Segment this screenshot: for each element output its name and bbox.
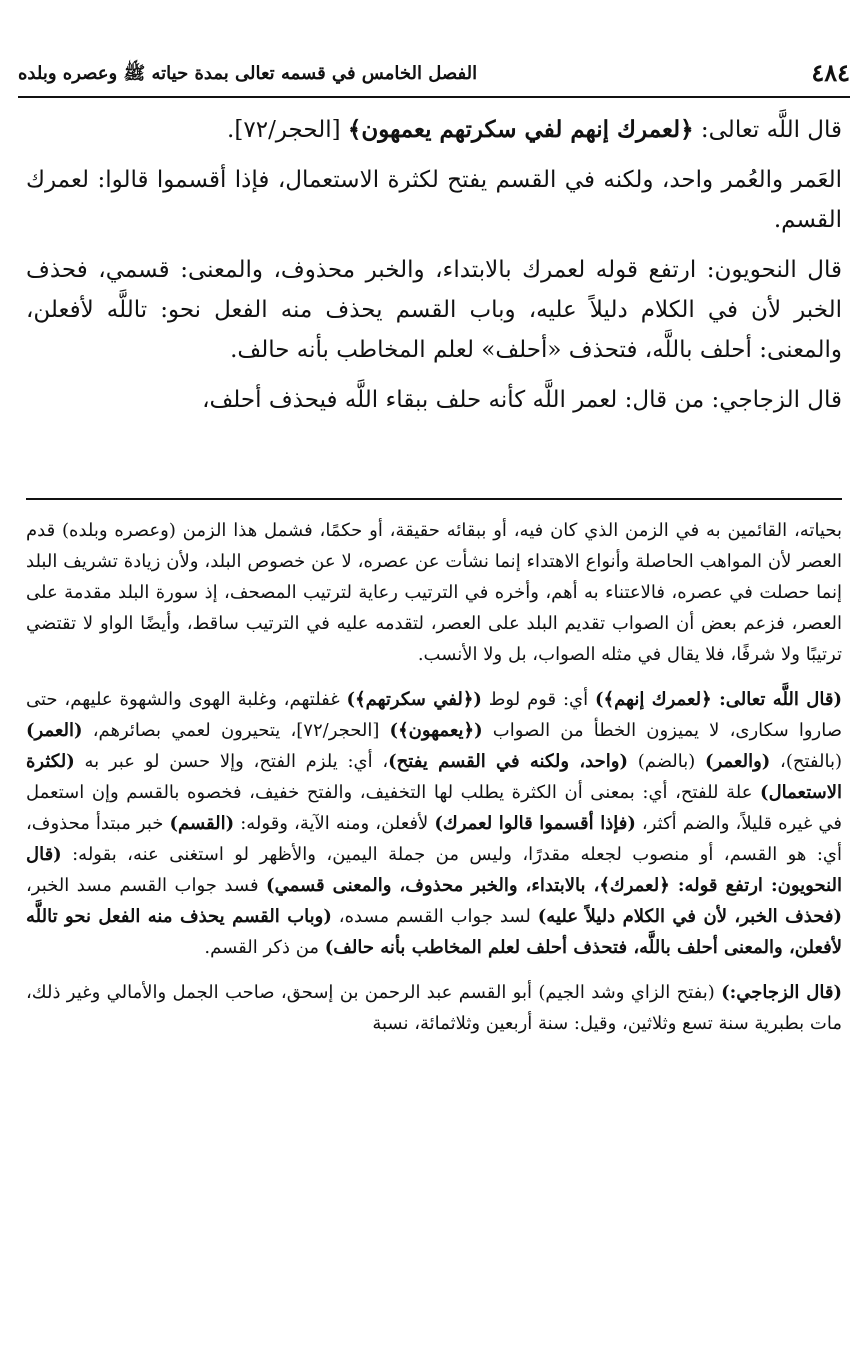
commentary-paragraph-2 [26,684,842,963]
main-paragraph-3: قال النحويون: ارتفع قوله لعمرك بالابتداء، والخبر محذوف، والمعنى: قسمي، فحذف الخبر لأن في الكلام دليلاً عليه، وباب القسم يحذف منه الفعل نحو: تاللَّه لأفعلن، والمعنى: أحلف باللَّه، فتحذف «أحلف» لعلم المخاطب بأنه حالف. [26,257,842,363]
commentary-text: لأفعلن، ومنه الآية، وقوله: [234,813,435,834]
commentary-bold: (وباب القسم يحذف منه الفعل نحو تاللَّه لأفعلن، والمعنى أحلف باللَّه، فتحذف أحلف لعلم المخاطب بأنه حالف) [26,906,842,958]
commentary-text: علة للفتح، أي: بمعنى أن الكثرة يطلب لها التخفيف، والفتح خفيف، فخصوه بالقسم وإن استعمل في غيره قليلاً، والضم أكثر، [26,782,842,834]
main-paragraph-4: قال الزجاجي: من قال: لعمر اللَّه كأنه حلف ببقاء اللَّه فيحذف أحلف، [202,387,842,413]
commentary-text: خبر مبتدأ محذوف، أي: هو القسم، أو منصوب لجعله مقدرًا، وليس من جملة اليمين، والأظهر لو استغنى عنه، بقوله: [26,813,842,865]
commentary-bold: (﴿يعمهون﴾) [389,720,483,741]
commentary-text: ، أي: يلزم الفتح، وإلا حسن لو عبر به [74,751,389,772]
commentary-bold: (واحد، ولكنه في القسم يفتح) [388,751,628,772]
main-paragraph-1 [26,110,842,150]
commentary-text: من ذكر القسم. [204,937,325,958]
commentary-text: فسد جواب القسم مسد الخبر، [26,875,267,896]
commentary-text: (بالفتح)، [770,751,842,772]
page-header [18,52,850,98]
commentary-bold: (والعمر) [705,751,771,772]
commentary-bold: (العمر) [26,720,83,741]
footnote-divider [26,498,842,500]
commentary-bold: (فحذف الخبر، لأن في الكلام دليلاً عليه) [537,906,842,927]
commentary-bold: (قال النحويون: ارتفع قوله: ﴿لعمرك﴾، بالابتداء، والخبر محذوف، والمعنى قسمي) [26,844,842,896]
commentary-bold: (فإذا أقسموا قالوا لعمرك) [434,813,636,834]
main-text [26,110,842,430]
commentary [26,515,842,1053]
page-number: ٤٨٤ [811,58,850,87]
main-paragraph-2: العَمر والعُمر واحد، ولكنه في القسم يفتح لكثرة الاستعمال، فإذا أقسموا قالوا: لعمرك القسم. [26,167,842,233]
verse-reference: [الحجر/٧٢]. [227,117,348,143]
main-p1-lead: قال اللَّه تعالى: [693,117,842,143]
commentary-bold: (القسم) [169,813,235,834]
commentary-text: (بالضم) [627,751,706,772]
commentary-text: لسد جواب القسم مسده، [331,906,538,927]
commentary-text: أي: قوم لوط [481,689,596,710]
commentary-paragraph-3 [26,977,842,1039]
commentary-paragraph-1: بحياته، القائمين به في الزمن الذي كان فيه، أو ببقائه حقيقة، أو حكمًا، فشمل هذا الزمن (وعصره وبلده) قدم العصر لأن المواهب الحاصلة وأنواع الاهتداء إنما نشأت عن عصره، لا عن خصوص البلد، ولأن زيادة تشريف البلد إنما حصلت في عصره، فالاعتناء به أهم، وأخره في الترتيب رعاية لترتيب المصحف، إذ سورة البلد مقدمة على العصر، فزعم بعض أن الصواب تقديم البلد على العصر، لتقدمه عليه في الترتيب ساقط، وأيضًا الواو لا تقتضي ترتيبًا ولا شرفًا، فلا يقال في مثله الصواب، بل ولا الأنسب. [26,520,843,665]
commentary-bold: (﴿لفي سكرتهم﴾) [346,689,482,710]
commentary-bold: (قال الزجاجي:) [721,982,842,1003]
commentary-text: غفلتهم، وغلبة الهوى والشهوة عليهم، حتى صاروا سكارى، لا يميزون الخطأ من الصواب [26,689,842,741]
running-title: الفصل الخامس في قسمه تعالى بمدة حياته ﷺ وعصره وبلده [18,63,478,84]
quran-verse: ﴿لعمرك إنهم لفي سكرتهم يعمهون﴾ [347,116,694,143]
commentary-bold: (لكثرة الاستعمال) [26,751,842,803]
commentary-bold: (قال اللَّه تعالى: ﴿لعمرك إنهم﴾) [595,689,842,710]
commentary-text: (بفتح الزاي وشد الجيم) أبو القسم عبد الرحمن بن إسحق، صاحب الجمل والأمالي وغير ذلك، مات بطبرية سنة تسع وثلاثين، وقيل: سنة أربعين وثلاثمائة، نسبة [26,982,842,1034]
commentary-text: [الحجر/٧٢]، يتحيرون لعمي بصائرهم، [82,720,390,741]
